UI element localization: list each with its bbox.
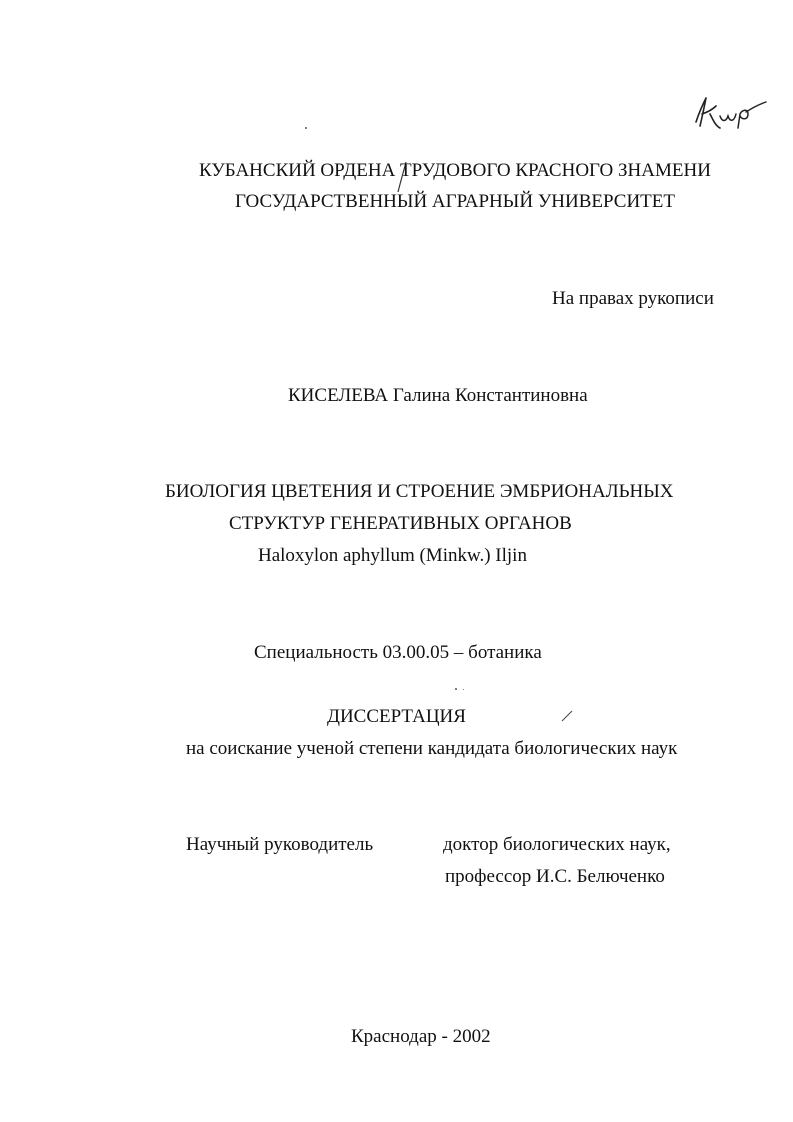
scan-speck xyxy=(455,688,457,690)
university-name-line-1: КУБАНСКИЙ ОРДЕНА ТРУДОВОГО КРАСНОГО ЗНАМЕНИ xyxy=(199,160,711,181)
scan-speck xyxy=(305,127,307,129)
supervisor-label: Научный руководитель xyxy=(186,834,374,855)
city-and-year: Краснодар - 2002 xyxy=(351,1026,491,1047)
author-name: КИСЕЛЕВА Галина Константиновна xyxy=(288,385,588,406)
scan-speck xyxy=(463,689,464,690)
specialty: Специальность 03.00.05 – ботаника xyxy=(254,642,542,663)
handwritten-signature xyxy=(690,92,770,134)
degree-purpose: на соискание ученой степени кандидата биологических наук xyxy=(186,738,678,759)
work-type-heading: ДИССЕРТАЦИЯ xyxy=(327,706,466,727)
supervisor-degree: доктор биологических наук, xyxy=(443,834,671,855)
supervisor-name: профессор И.С. Белюченко xyxy=(445,866,665,887)
manuscript-rights-note: На правах рукописи xyxy=(552,288,714,309)
pen-stroke-mark xyxy=(560,709,574,723)
species-name: Haloxylon aphyllum (Minkw.) Iljin xyxy=(258,545,527,566)
university-name-line-2: ГОСУДАРСТВЕННЫЙ АГРАРНЫЙ УНИВЕРСИТЕТ xyxy=(234,191,675,212)
thesis-title-line-1: БИОЛОГИЯ ЦВЕТЕНИЯ И СТРОЕНИЕ ЭМБРИОНАЛЬНЫХ xyxy=(165,481,674,502)
thesis-title-line-2: СТРУКТУР ГЕНЕРАТИВНЫХ ОРГАНОВ xyxy=(229,513,572,534)
